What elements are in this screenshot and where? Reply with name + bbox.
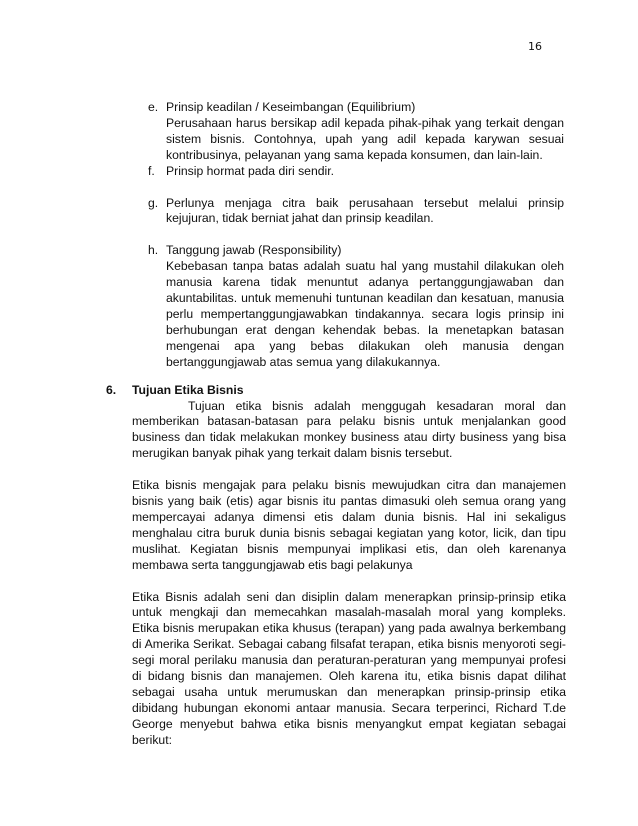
section-number: 6. [106,382,117,397]
list-item-text: Perusahaan harus bersikap adil kepada pihak-pihak yang terkait dengan sistem bisnis. Contohnya, upah yang adil kepada karywan sesuai kontribusinya, pelayanan yang sama kepada konsumen, dan lain-lain. [166,115,564,162]
list-item-title: Prinsip hormat pada diri sendir. [166,163,334,178]
paragraph: Etika bisnis mengajak para pelaku bisnis mewujudkan citra dan manajemen bisnis yang baik (etis) agar bisnis itu pantas dimasuki oleh semua orang yang mempercayai adanya dimensi etis dalam dunia bisnis. Hal ini sekaligus menghalau citra buruk dunia bisnis sebagai kegiatan yang kotor, licik, dan tipu muslihat. Kegiatan bisnis mempunyai implikasi etis, dan oleh karenanya membawa serta tanggungjawab etis bagi pelakunya [132,478,566,572]
list-item-g [148,196,564,228]
list-item-h [148,243,564,370]
list-item-f [148,164,564,180]
section-heading [106,382,566,399]
list-letter: g. [148,195,159,210]
paragraph: Tujuan etika bisnis adalah menggugah kesadaran moral dan memberikan batasan-batasan para pelaku bisnis untuk menjalankan good business dan tidak melakukan monkey business atau dirty business yang bisa merugikan banyak pihak yang terkait dalam bisnis tersebut. [132,398,566,461]
list-item-e [148,100,564,164]
section-title: Tujuan Etika Bisnis [132,382,244,397]
section-body [132,399,566,749]
list-item-title: Prinsip keadilan / Keseimbangan (Equilibrium) [166,100,416,114]
list-item-text: Kebebasan tanpa batas adalah suatu hal yang mustahil dilakukan oleh manusia karena tidak menuntut adanya pertanggungjawaban dan akuntabilitas. untuk memenuhi tuntunan keadilan dan kesatuan, manusia perlu mempertanggungjawabkan tindakannya. secara logis prinsip ini berhubungan erat dengan kehendak bebas. Ia menetapkan batasan mengenai apa yang bebas dilakukan oleh manusia dengan bertanggungjawab atas semua yang dilakukannya. [166,259,564,369]
paragraph: Etika Bisnis adalah seni dan disiplin dalam menerapkan prinsip-prinsip etika untuk mengkaji dan memecahkan masalah-masalah moral yang kompleks. Etika bisnis merupakan etika khusus (terapan) yang pada awalnya berkembang di Amerika Serikat. Sebagai cabang filsafat terapan, etika bisnis menyoroti segi-segi moral perilaku manusia dan peraturan-peraturan yang mempunyai profesi di bidang bisnis dan manajemen. Oleh karena itu, etika bisnis dapat dilihat sebagai usaha untuk merumuskan dan menerapkan prinsip-prinsip etika dibidang hubungan ekonomi antaar manusia. Secara terperinci, Richard T.de George menyebut bahwa etika bisnis menyangkut empat kegiatan sebagai berikut: [132,589,566,747]
list-item-title: Tanggung jawab (Responsibility) [166,243,342,258]
list-letter: f. [148,163,155,178]
list-item-title: Perlunya menjaga citra baik perusahaan tersebut melalui prinsip kejujuran, tidak berniat jahat dan prinsip keadilan. [166,195,564,226]
list-letter: e. [148,100,159,114]
page-number: 16 [528,40,542,53]
principle-list [148,100,564,371]
document-body [106,100,566,749]
list-letter: h. [148,243,159,258]
